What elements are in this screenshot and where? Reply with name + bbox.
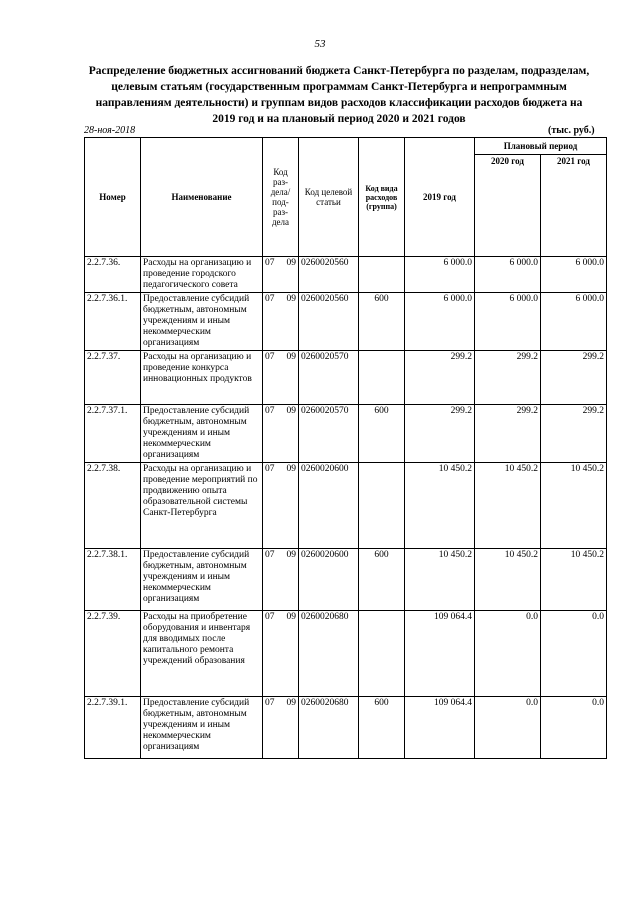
row-2020: 299.2 xyxy=(475,405,541,463)
row-2019: 10 450.2 xyxy=(405,463,475,549)
row-podrazdel-code: 09 xyxy=(286,698,296,708)
row-name: Расходы на организацию и проведение мероприятий по продвижению опыта образовательной системы Санкт-Петербурга xyxy=(141,463,263,549)
row-2021: 0.0 xyxy=(541,697,607,759)
row-cst: 0260020600 xyxy=(299,549,359,611)
table-row xyxy=(85,293,607,351)
row-vid xyxy=(359,257,405,293)
row-vid: 600 xyxy=(359,293,405,351)
row-razdel xyxy=(263,351,299,405)
row-number: 2.2.7.37.1. xyxy=(85,405,141,463)
row-name: Расходы на организацию и проведение конкурса инновационных продуктов xyxy=(141,351,263,405)
row-2020: 6 000.0 xyxy=(475,257,541,293)
row-razdel xyxy=(263,611,299,697)
row-2021: 10 450.2 xyxy=(541,463,607,549)
row-2021: 0.0 xyxy=(541,611,607,697)
row-2019: 109 064.4 xyxy=(405,697,475,759)
row-2019: 299.2 xyxy=(405,351,475,405)
row-razdel xyxy=(263,697,299,759)
budget-table xyxy=(84,137,607,759)
row-2019: 6 000.0 xyxy=(405,293,475,351)
row-2020: 10 450.2 xyxy=(475,549,541,611)
row-name: Расходы на организацию и проведение городского педагогического совета xyxy=(141,257,263,293)
row-podrazdel-code: 09 xyxy=(286,550,296,560)
row-razdel-code: 07 xyxy=(265,698,275,708)
row-name: Предоставление субсидий бюджетным, автономным учреждениям и иным некоммерческим организациям xyxy=(141,697,263,759)
row-2021: 6 000.0 xyxy=(541,257,607,293)
row-vid xyxy=(359,463,405,549)
document-date: 28-ноя-2018 xyxy=(84,125,136,136)
row-2021: 10 450.2 xyxy=(541,549,607,611)
row-name: Предоставление субсидий бюджетным, автономным учреждениям и иным некоммерческим организациям xyxy=(141,293,263,351)
row-vid xyxy=(359,611,405,697)
row-podrazdel-code: 09 xyxy=(286,352,296,362)
row-2019: 109 064.4 xyxy=(405,611,475,697)
row-cst: 0260020560 xyxy=(299,293,359,351)
row-2019: 6 000.0 xyxy=(405,257,475,293)
header-cst: Код целевой статьи xyxy=(299,138,359,257)
units-label: (тыс. руб.) xyxy=(548,125,595,136)
row-podrazdel-code: 09 xyxy=(286,294,296,304)
table-row xyxy=(85,257,607,293)
row-cst: 0260020680 xyxy=(299,611,359,697)
row-name: Предоставление субсидий бюджетным, автономным учреждениям и иным некоммерческим организациям xyxy=(141,549,263,611)
header-num: Номер xyxy=(85,138,141,257)
table-row xyxy=(85,697,607,759)
row-number: 2.2.7.38.1. xyxy=(85,549,141,611)
row-number: 2.2.7.36. xyxy=(85,257,141,293)
table-row xyxy=(85,463,607,549)
row-cst: 0260020570 xyxy=(299,405,359,463)
header-razdel: Код раз-дела/ под-раз-дела xyxy=(263,138,299,257)
row-razdel xyxy=(263,405,299,463)
row-2021: 6 000.0 xyxy=(541,293,607,351)
row-cst: 0260020570 xyxy=(299,351,359,405)
row-podrazdel-code: 09 xyxy=(286,258,296,268)
row-number: 2.2.7.37. xyxy=(85,351,141,405)
row-podrazdel-code: 09 xyxy=(286,464,296,474)
row-razdel-code: 07 xyxy=(265,612,275,622)
header-planned: Плановый период xyxy=(475,138,607,155)
row-number: 2.2.7.36.1. xyxy=(85,293,141,351)
row-razdel-code: 07 xyxy=(265,464,275,474)
row-2020: 0.0 xyxy=(475,697,541,759)
header-name: Наименование xyxy=(141,138,263,257)
row-number: 2.2.7.39. xyxy=(85,611,141,697)
row-number: 2.2.7.39.1. xyxy=(85,697,141,759)
table-body xyxy=(85,257,607,759)
row-2020: 6 000.0 xyxy=(475,293,541,351)
row-name: Расходы на приобретение оборудования и инвентаря для вводимых после капитального ремонта учреждений образования xyxy=(141,611,263,697)
header-vid: Код вида расходов (группа) xyxy=(359,138,405,257)
row-cst: 0260020600 xyxy=(299,463,359,549)
row-razdel-code: 07 xyxy=(265,352,275,362)
table-row xyxy=(85,611,607,697)
row-razdel xyxy=(263,257,299,293)
row-razdel-code: 07 xyxy=(265,406,275,416)
header-2019: 2019 год xyxy=(405,138,475,257)
row-2019: 10 450.2 xyxy=(405,549,475,611)
row-2020: 0.0 xyxy=(475,611,541,697)
row-vid xyxy=(359,351,405,405)
row-razdel xyxy=(263,293,299,351)
row-podrazdel-code: 09 xyxy=(286,612,296,622)
row-podrazdel-code: 09 xyxy=(286,406,296,416)
row-2019: 299.2 xyxy=(405,405,475,463)
row-2021: 299.2 xyxy=(541,351,607,405)
row-name: Предоставление субсидий бюджетным, автономным учреждениям и иным некоммерческим организациям xyxy=(141,405,263,463)
row-cst: 0260020680 xyxy=(299,697,359,759)
row-2020: 299.2 xyxy=(475,351,541,405)
row-cst: 0260020560 xyxy=(299,257,359,293)
row-2020: 10 450.2 xyxy=(475,463,541,549)
row-number: 2.2.7.38. xyxy=(85,463,141,549)
page-number: 53 xyxy=(314,38,326,50)
table-row xyxy=(85,549,607,611)
row-razdel xyxy=(263,549,299,611)
header-2021: 2021 год xyxy=(541,155,607,257)
row-vid: 600 xyxy=(359,697,405,759)
header-2020: 2020 год xyxy=(475,155,541,257)
row-2021: 299.2 xyxy=(541,405,607,463)
table-row xyxy=(85,351,607,405)
row-razdel xyxy=(263,463,299,549)
row-razdel-code: 07 xyxy=(265,550,275,560)
row-razdel-code: 07 xyxy=(265,294,275,304)
table-row xyxy=(85,405,607,463)
document-title: Распределение бюджетных ассигнований бюджета Санкт-Петербурга по разделам, подразделам, целевым статьям (государственным программам Санкт-Петербурга и непрограммным направлениям деятельности) и группам видов расходов классификации расходов бюджета на 2019 год и на плановый период 2020 и 2021 годов xyxy=(88,65,590,125)
row-razdel-code: 07 xyxy=(265,258,275,268)
row-vid: 600 xyxy=(359,405,405,463)
row-vid: 600 xyxy=(359,549,405,611)
